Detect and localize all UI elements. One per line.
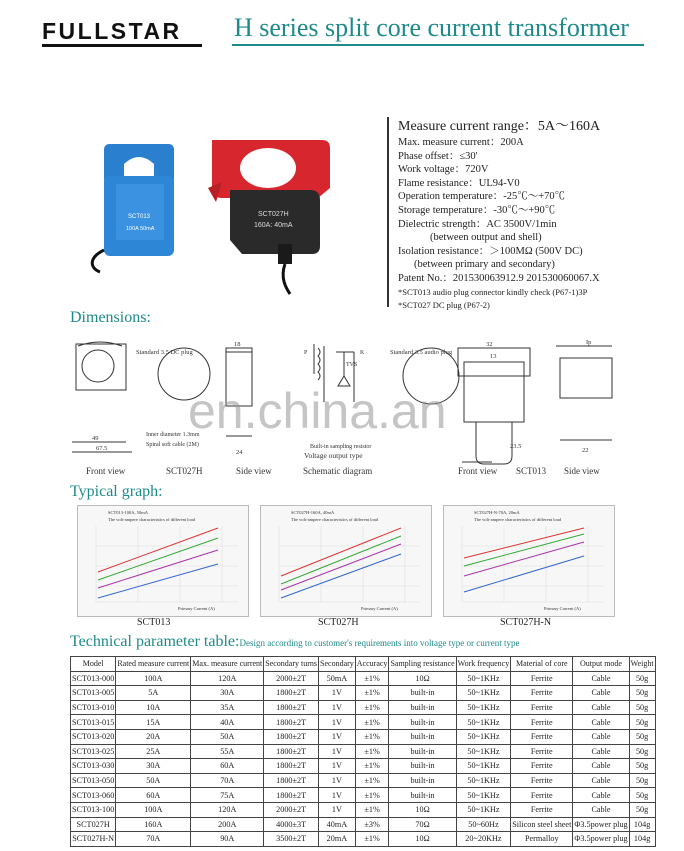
table-cell: 40mA bbox=[319, 817, 356, 832]
table-cell: 20~20KHz bbox=[456, 832, 511, 847]
table-cell: 70Ω bbox=[389, 817, 456, 832]
caption-front-view: Front view bbox=[86, 466, 126, 476]
table-cell: 1800±2T bbox=[264, 686, 319, 701]
table-cell: ±1% bbox=[355, 700, 389, 715]
brand-underline bbox=[42, 44, 202, 47]
table-cell: 55A bbox=[191, 744, 264, 759]
table-cell: 1V bbox=[319, 729, 356, 744]
table-cell: 40A bbox=[191, 715, 264, 730]
table-cell: 35A bbox=[191, 700, 264, 715]
table-cell: 5A bbox=[116, 686, 191, 701]
col-output-mode: Output mode bbox=[573, 657, 629, 672]
table-cell: ±1% bbox=[355, 744, 389, 759]
table-cell: built-in bbox=[389, 686, 456, 701]
graph-caption-sct027h: SCT027H bbox=[318, 617, 359, 628]
table-row bbox=[71, 773, 656, 788]
table-cell: 50~1KHz bbox=[456, 773, 511, 788]
table-cell: 1800±2T bbox=[264, 729, 319, 744]
col-work-frequency: Work frequency bbox=[456, 657, 511, 672]
table-cell: 50g bbox=[629, 686, 655, 701]
table-cell: 20A bbox=[116, 729, 191, 744]
table-cell: 1800±2T bbox=[264, 788, 319, 803]
table-cell: 1V bbox=[319, 686, 356, 701]
table-cell: SCT027H-N bbox=[71, 832, 116, 847]
dim-24: 24 bbox=[236, 449, 243, 456]
table-cell: Ferrite bbox=[511, 759, 573, 774]
table-cell: 3500±2T bbox=[264, 832, 319, 847]
table-cell: 20mA bbox=[319, 832, 356, 847]
table-body bbox=[71, 671, 656, 846]
table-cell: ±1% bbox=[355, 729, 389, 744]
col-material: Material of core bbox=[511, 657, 573, 672]
spec-note-sct027: *SCT027 DC plug (P67-2) bbox=[398, 300, 490, 311]
table-cell: 2000±2T bbox=[264, 802, 319, 817]
table-cell: 50~1KHz bbox=[456, 715, 511, 730]
table-cell: 100A bbox=[116, 671, 191, 686]
table-cell: SCT013-005 bbox=[71, 686, 116, 701]
table-row bbox=[71, 715, 656, 730]
table-cell: Cable bbox=[573, 715, 629, 730]
table-cell: 50g bbox=[629, 773, 655, 788]
caption-side-view-2: Side view bbox=[564, 466, 600, 476]
table-cell: 1800±2T bbox=[264, 773, 319, 788]
col-weight: Weight bbox=[629, 657, 655, 672]
spec-isolation-note: (between primary and secondary) bbox=[414, 259, 555, 271]
dim-22: 22 bbox=[582, 447, 589, 454]
table-cell: 4000±3T bbox=[264, 817, 319, 832]
table-cell: ±3% bbox=[355, 817, 389, 832]
table-cell: Cable bbox=[573, 773, 629, 788]
table-cell: 50~1KHz bbox=[456, 700, 511, 715]
table-cell: 90A bbox=[191, 832, 264, 847]
spec-phase-offset: Phase offset：≤30' bbox=[398, 150, 478, 162]
table-cell: Cable bbox=[573, 744, 629, 759]
table-cell: 10Ω bbox=[389, 802, 456, 817]
table-cell: 50g bbox=[629, 700, 655, 715]
table-cell: 50g bbox=[629, 729, 655, 744]
spec-max-current: Max. measure current：200A bbox=[398, 137, 524, 148]
table-heading-text: Technical parameter table: bbox=[70, 633, 240, 650]
caption-sct013: SCT013 bbox=[516, 466, 547, 476]
table-cell: 10Ω bbox=[389, 671, 456, 686]
table-cell: Cable bbox=[573, 686, 629, 701]
table-cell: 50mA bbox=[319, 671, 356, 686]
table-cell: Ferrite bbox=[511, 773, 573, 788]
col-model: Model bbox=[71, 657, 116, 672]
table-cell: 50g bbox=[629, 715, 655, 730]
table-cell: 50~60Hz bbox=[456, 817, 511, 832]
spec-storage-temp: Storage temperature：-30℃～+90℃ bbox=[398, 204, 556, 216]
table-cell: 50~1KHz bbox=[456, 686, 511, 701]
table-cell: Ferrite bbox=[511, 744, 573, 759]
table-row bbox=[71, 832, 656, 847]
col-secondary: Secondary bbox=[319, 657, 356, 672]
table-cell: SCT013-030 bbox=[71, 759, 116, 774]
col-accuracy: Accuracy bbox=[355, 657, 389, 672]
brand-logo: FULLSTAR bbox=[42, 18, 182, 44]
dim-ip: Ip bbox=[586, 339, 592, 346]
dim-voltage-output: Voltage output type bbox=[304, 451, 363, 460]
graph-caption-sct013: SCT013 bbox=[137, 617, 171, 628]
table-cell: Ferrite bbox=[511, 671, 573, 686]
table-cell: 50g bbox=[629, 671, 655, 686]
table-cell: 50~1KHz bbox=[456, 759, 511, 774]
red-ct-sensor bbox=[208, 140, 330, 294]
table-cell: 60A bbox=[116, 788, 191, 803]
table-cell: 1800±2T bbox=[264, 744, 319, 759]
table-cell: 1V bbox=[319, 788, 356, 803]
table-cell: 70A bbox=[116, 832, 191, 847]
spec-divider bbox=[387, 117, 389, 307]
table-cell: ±1% bbox=[355, 671, 389, 686]
graph-caption-sct027h-n: SCT027H-N bbox=[500, 617, 552, 628]
table-cell: 1V bbox=[319, 759, 356, 774]
caption-front-view-2: Front view bbox=[458, 466, 498, 476]
table-cell: ±1% bbox=[355, 832, 389, 847]
table-cell: Ferrite bbox=[511, 686, 573, 701]
graph-head: SCT027H-N-70A, 20mA bbox=[474, 510, 520, 515]
table-cell: built-in bbox=[389, 744, 456, 759]
table-cell: 160A bbox=[116, 817, 191, 832]
spec-measure-range: Measure current range：5A～160A bbox=[398, 119, 601, 134]
table-cell: Φ3.5power plug bbox=[573, 817, 629, 832]
col-secondary-turns: Secondary turns bbox=[264, 657, 319, 672]
table-cell: 50g bbox=[629, 759, 655, 774]
table-cell: 120A bbox=[191, 802, 264, 817]
table-row bbox=[71, 788, 656, 803]
spec-dielectric: Dielectric strength：AC 3500V/1min bbox=[398, 218, 557, 230]
table-cell: Ferrite bbox=[511, 729, 573, 744]
dim-18: 18 bbox=[234, 341, 241, 348]
table-cell: ±1% bbox=[355, 715, 389, 730]
table-cell: 50g bbox=[629, 744, 655, 759]
table-cell: 1800±2T bbox=[264, 700, 319, 715]
table-row bbox=[71, 759, 656, 774]
table-cell: built-in bbox=[389, 788, 456, 803]
graph-x-label: Primary Current (A) bbox=[178, 606, 215, 611]
dim-k: K bbox=[360, 350, 365, 356]
table-cell: SCT013-025 bbox=[71, 744, 116, 759]
table-cell: 1V bbox=[319, 802, 356, 817]
table-cell: 100A bbox=[116, 802, 191, 817]
table-cell: 50~1KHz bbox=[456, 671, 511, 686]
table-cell: ±1% bbox=[355, 759, 389, 774]
table-cell: 25A bbox=[116, 744, 191, 759]
parameter-table bbox=[70, 656, 656, 847]
table-cell: 50~1KHz bbox=[456, 729, 511, 744]
table-cell: 1V bbox=[319, 715, 356, 730]
table-cell: 50g bbox=[629, 802, 655, 817]
graph-sub: The volt-ampere characteristics of different load bbox=[291, 517, 379, 522]
table-cell: 50A bbox=[191, 729, 264, 744]
table-cell: 10Ω bbox=[389, 832, 456, 847]
table-cell: 15A bbox=[116, 715, 191, 730]
col-sampling-resistance: Sampling resistance bbox=[389, 657, 456, 672]
blue-model-label: SCT013 bbox=[128, 214, 151, 220]
dim-inner-diameter: Inner diameter 1.3mm bbox=[146, 432, 200, 438]
spec-flame-resistance: Flame resistance：UL94-V0 bbox=[398, 177, 520, 189]
blue-rating-label: 100A 50mA bbox=[126, 226, 155, 232]
red-rating-label: 160A: 40mA bbox=[254, 222, 293, 229]
table-cell: Cable bbox=[573, 802, 629, 817]
table-cell: Cable bbox=[573, 729, 629, 744]
graph-head: SCT013-100A, 50mA bbox=[108, 510, 149, 515]
table-cell: 50~1KHz bbox=[456, 802, 511, 817]
table-cell: Ferrite bbox=[511, 788, 573, 803]
table-cell: 1800±2T bbox=[264, 715, 319, 730]
table-cell: Cable bbox=[573, 788, 629, 803]
table-cell: built-in bbox=[389, 773, 456, 788]
table-cell: built-in bbox=[389, 729, 456, 744]
dim-49: 49 bbox=[92, 435, 99, 442]
table-cell: 104g bbox=[629, 832, 655, 847]
col-max-current: Max. measure current bbox=[191, 657, 264, 672]
table-cell: Ferrite bbox=[511, 802, 573, 817]
table-row bbox=[71, 729, 656, 744]
caption-sct027h: SCT027H bbox=[166, 466, 203, 476]
table-row bbox=[71, 802, 656, 817]
watermark: en.china.an bbox=[188, 383, 447, 439]
table-cell: SCT013-000 bbox=[71, 671, 116, 686]
graph-x-label: Primary Current (A) bbox=[544, 606, 581, 611]
dim-cable: Spiral soft cable (2M) bbox=[146, 442, 199, 448]
dim-23-5: 23.5 bbox=[510, 443, 522, 450]
red-model-label: SCT027H bbox=[258, 211, 289, 218]
table-header-row bbox=[71, 657, 656, 672]
dimensions-heading: Dimensions: bbox=[70, 309, 151, 326]
spec-isolation: Isolation resistance：＞100MΩ (500V DC) bbox=[398, 245, 583, 257]
table-cell: SCT013-015 bbox=[71, 715, 116, 730]
table-cell: 1V bbox=[319, 773, 356, 788]
table-cell: 50~1KHz bbox=[456, 788, 511, 803]
table-cell: SCT013-020 bbox=[71, 729, 116, 744]
table-row bbox=[71, 686, 656, 701]
table-cell: 50A bbox=[116, 773, 191, 788]
col-rated-current: Rated measure current bbox=[116, 657, 191, 672]
graph-x-label: Primary Current (A) bbox=[361, 606, 398, 611]
product-photo bbox=[90, 118, 360, 298]
table-cell: ±1% bbox=[355, 788, 389, 803]
table-cell: Permalloy bbox=[511, 832, 573, 847]
dim-13: 13 bbox=[490, 353, 497, 360]
table-row bbox=[71, 671, 656, 686]
table-cell: built-in bbox=[389, 759, 456, 774]
table-cell: Ferrite bbox=[511, 700, 573, 715]
graph-sct027h bbox=[260, 505, 432, 617]
spec-work-voltage: Work voltage：720V bbox=[398, 164, 489, 176]
table-cell: ±1% bbox=[355, 773, 389, 788]
graph-head: SCT027H-160A, 40mA bbox=[291, 510, 335, 515]
graph-sub: The volt-ampere characteristics of different load bbox=[474, 517, 562, 522]
table-heading bbox=[70, 633, 520, 651]
blue-ct-sensor bbox=[92, 144, 174, 272]
table-cell: 200A bbox=[191, 817, 264, 832]
dim-32: 32 bbox=[486, 341, 493, 348]
dim-plug2: Standard 3.5 audio plug bbox=[390, 349, 453, 356]
spec-list bbox=[398, 117, 678, 313]
table-cell: 1V bbox=[319, 744, 356, 759]
table-cell: 60A bbox=[191, 759, 264, 774]
spec-operation-temp: Operation temperature：-25℃～+70℃ bbox=[398, 191, 566, 203]
table-cell: 30A bbox=[116, 759, 191, 774]
table-cell: Ferrite bbox=[511, 715, 573, 730]
dim-p: P bbox=[304, 350, 308, 356]
table-row bbox=[71, 700, 656, 715]
graph-sct027h-n bbox=[443, 505, 615, 617]
table-cell: Silicon steel sheet bbox=[511, 817, 573, 832]
spec-note-sct013: *SCT013 audio plug connector kindly check (P67-1)3P bbox=[398, 286, 588, 297]
dim-tvs: TVS bbox=[346, 362, 358, 368]
caption-schematic: Schematic diagram bbox=[303, 466, 373, 476]
caption-side-view: Side view bbox=[236, 466, 272, 476]
table-cell: 1V bbox=[319, 700, 356, 715]
table-cell: Cable bbox=[573, 671, 629, 686]
table-cell: SCT013-050 bbox=[71, 773, 116, 788]
page-title: H series split core current transformer bbox=[234, 13, 629, 42]
title-underline bbox=[232, 44, 644, 46]
table-cell: 50g bbox=[629, 788, 655, 803]
table-cell: 104g bbox=[629, 817, 655, 832]
spec-patent: Patent No.：201530063912.9 201530060067.X bbox=[398, 272, 600, 284]
table-cell: Cable bbox=[573, 759, 629, 774]
table-cell: SCT027H bbox=[71, 817, 116, 832]
table-cell: Cable bbox=[573, 700, 629, 715]
table-cell: 10A bbox=[116, 700, 191, 715]
graph-sct013 bbox=[77, 505, 249, 617]
table-heading-note: Design according to customer's requirements into voltage type or current type bbox=[239, 638, 520, 648]
table-cell: SCT013-100 bbox=[71, 802, 116, 817]
table-cell: 70A bbox=[191, 773, 264, 788]
table-cell: 2000±2T bbox=[264, 671, 319, 686]
dim-plug1: Standard 3.5 DC plug bbox=[136, 349, 193, 356]
table-cell: SCT013-060 bbox=[71, 788, 116, 803]
table-cell: ±1% bbox=[355, 686, 389, 701]
table-cell: 50~1KHz bbox=[456, 744, 511, 759]
table-cell: Φ3.5power plug bbox=[573, 832, 629, 847]
table-cell: 120A bbox=[191, 671, 264, 686]
table-cell: ±1% bbox=[355, 802, 389, 817]
table-row bbox=[71, 817, 656, 832]
graph-heading: Typical graph: bbox=[70, 483, 163, 500]
table-cell: SCT013-010 bbox=[71, 700, 116, 715]
graph-sub: The volt-ampere characteristics of different load bbox=[108, 517, 196, 522]
table-cell: 75A bbox=[191, 788, 264, 803]
table-row bbox=[71, 744, 656, 759]
table-cell: built-in bbox=[389, 715, 456, 730]
table-cell: 1800±2T bbox=[264, 759, 319, 774]
dim-sampling: Built-in sampling resistor bbox=[310, 444, 372, 450]
spec-dielectric-note: (between output and shell) bbox=[430, 232, 542, 244]
dim-67-5: 67.5 bbox=[96, 445, 108, 452]
table-cell: built-in bbox=[389, 700, 456, 715]
table-cell: 30A bbox=[191, 686, 264, 701]
